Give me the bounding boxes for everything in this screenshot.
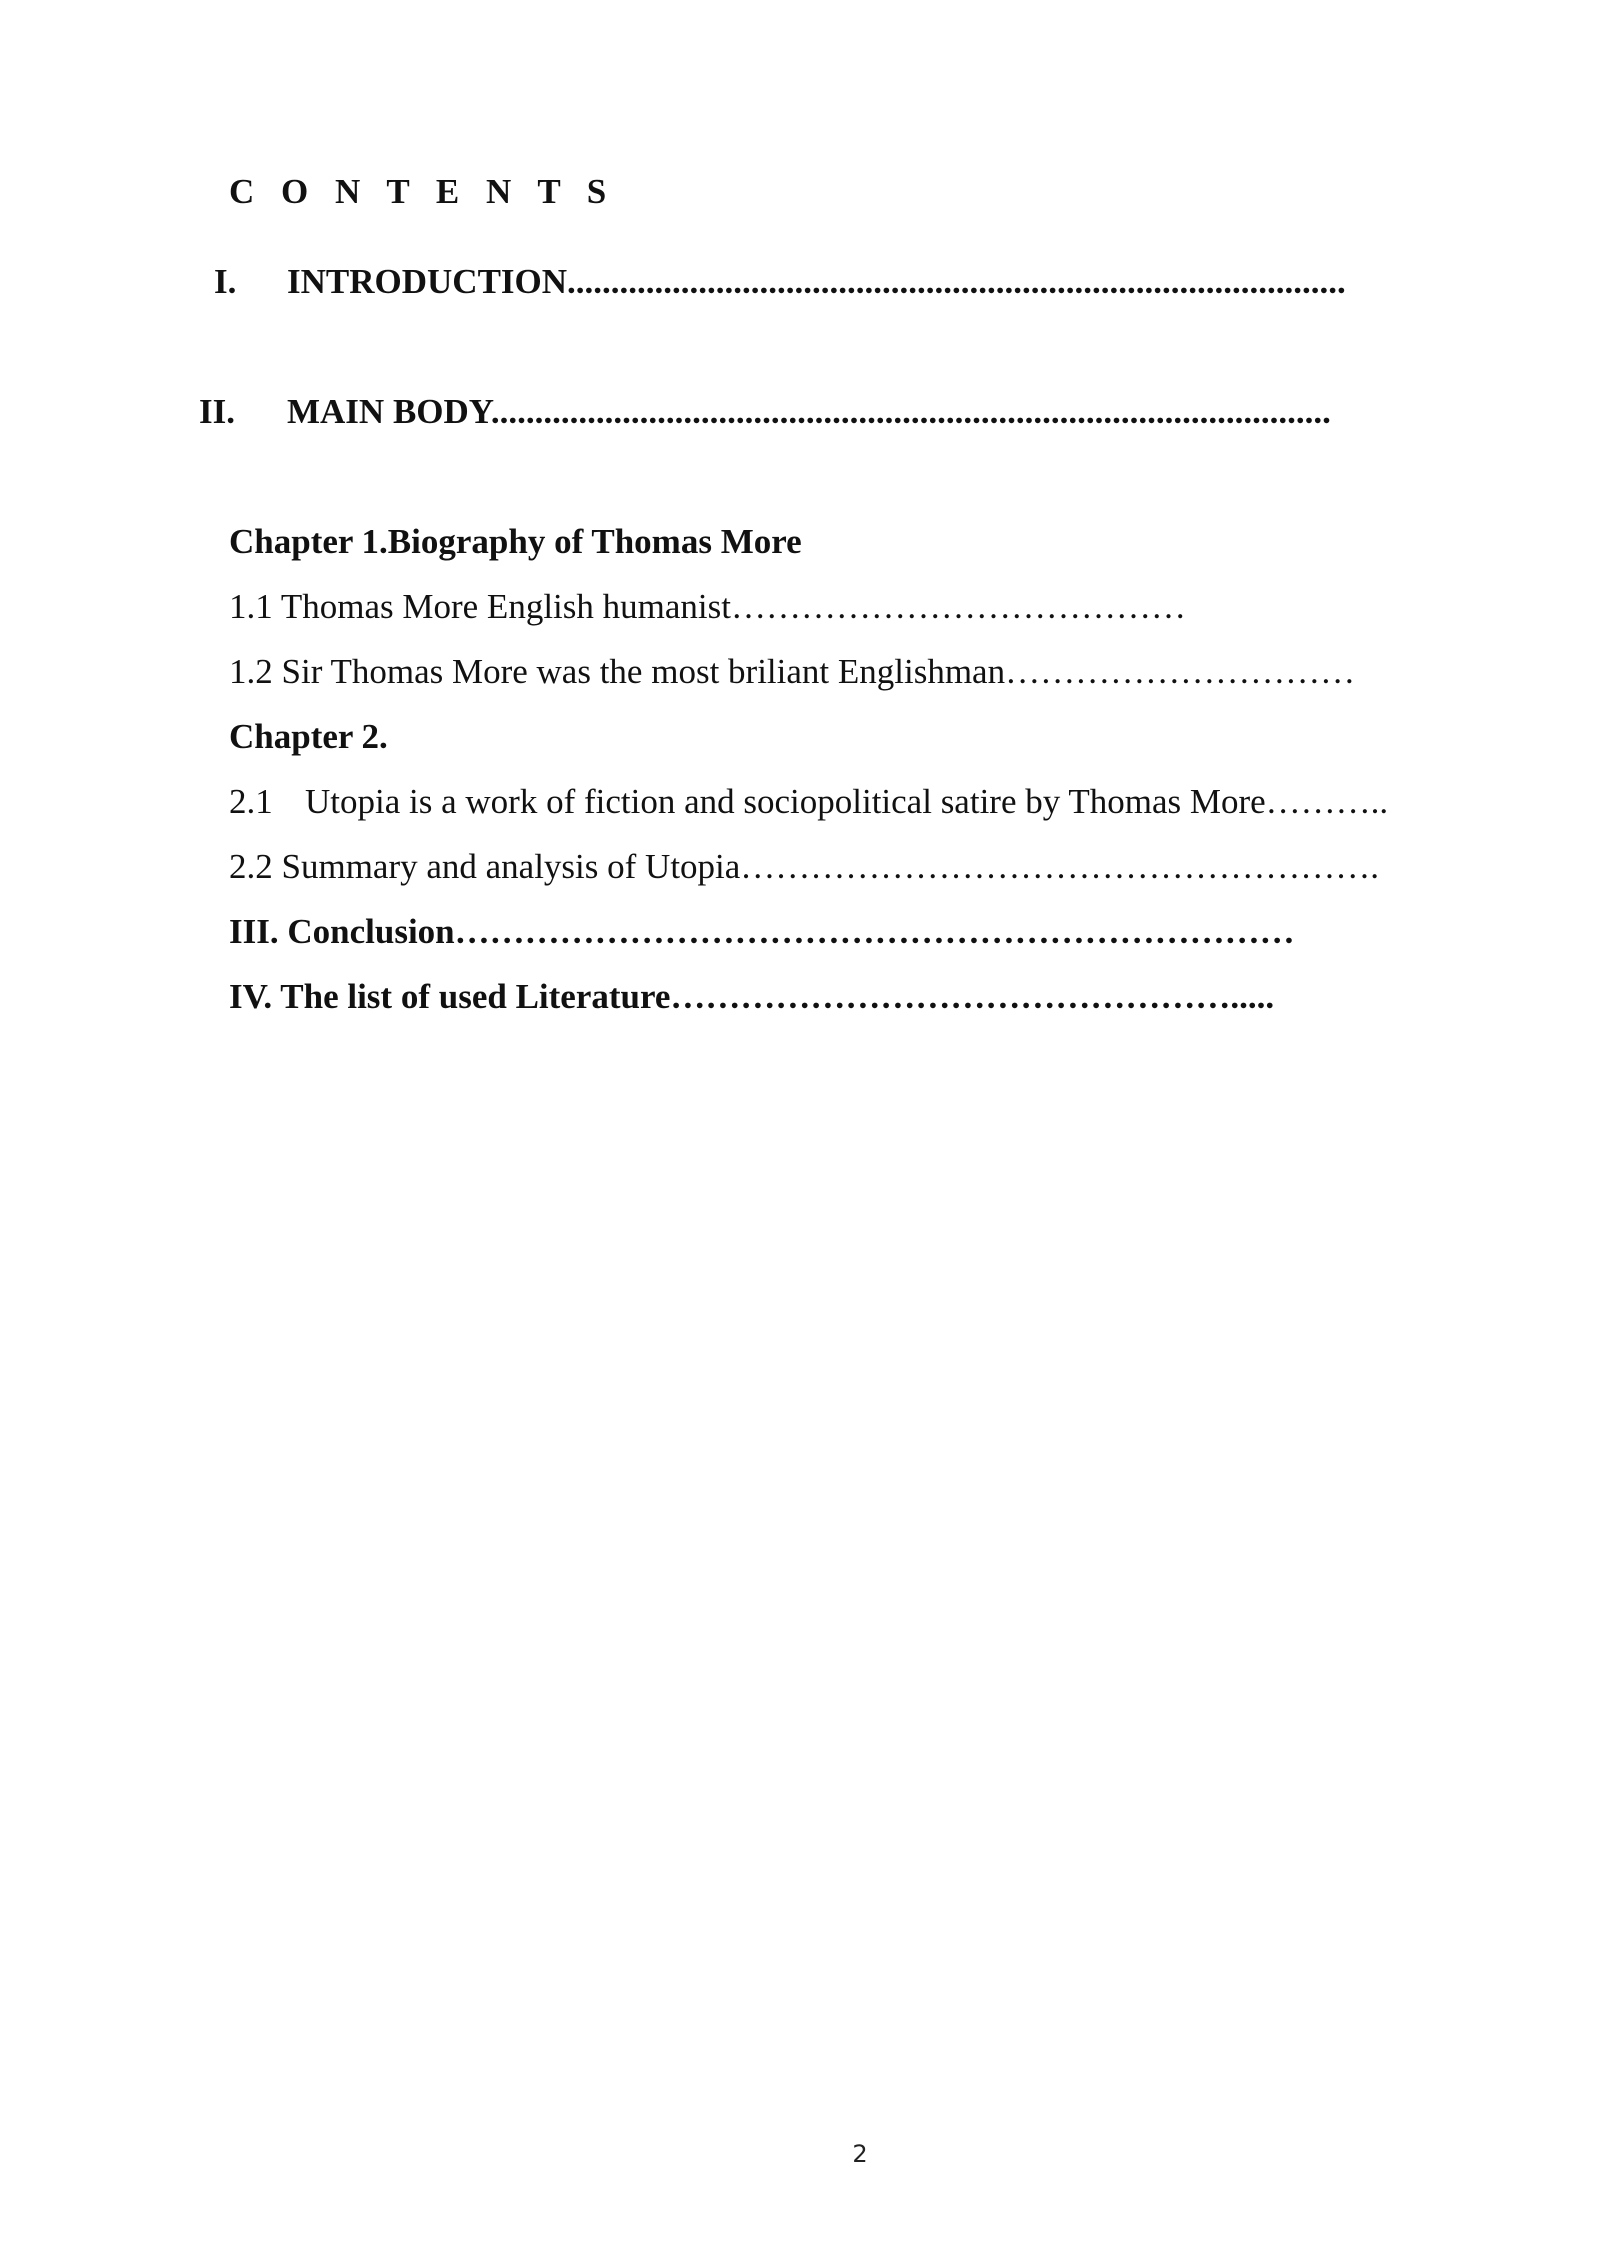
contents-heading: C O N T E N T S: [229, 172, 616, 211]
toc-item-2-2: 2.2 Summary and analysis of Utopia……………………………………………….: [229, 847, 1380, 886]
toc-item-2-1-number: 2.1: [229, 782, 273, 821]
toc-item-1-1: 1.1 Thomas More English humanist…………………………………: [229, 587, 1186, 626]
toc-entry-main-body-numeral: II.: [199, 392, 235, 431]
chapter-2-title: Chapter 2.: [229, 717, 388, 756]
page-number: 2: [852, 2140, 868, 2168]
toc-entry-introduction-numeral: I.: [214, 262, 237, 301]
toc-entry-literature: IV. The list of used Literature………………………………………….....: [229, 977, 1275, 1016]
toc-entry-main-body: MAIN BODY................................................................................................: [287, 392, 1331, 431]
toc-entry-conclusion: III. Conclusion………………………………………………………………: [229, 912, 1295, 951]
toc-entry-introduction: INTRODUCTION.........................................................................................: [287, 262, 1346, 301]
chapter-1-title: Chapter 1.Biography of Thomas More: [229, 522, 802, 561]
toc-item-1-2: 1.2 Sir Thomas More was the most briliant Englishman…………………………: [229, 652, 1356, 691]
toc-item-2-1: Utopia is a work of fiction and sociopolitical satire by Thomas More………..: [305, 782, 1389, 821]
